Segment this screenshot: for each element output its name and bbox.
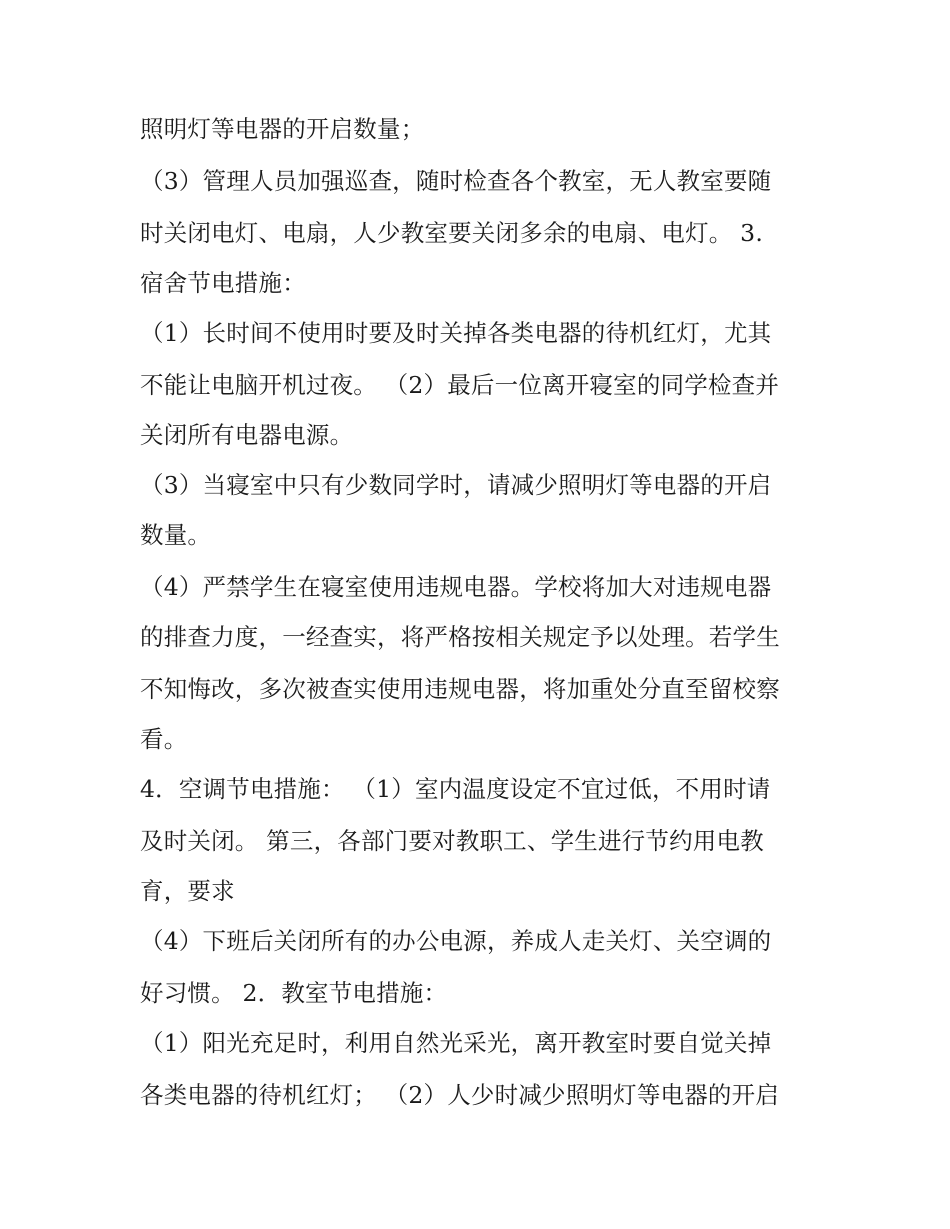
text-line: 宿舍节电措施： [140,269,306,297]
text-line: 育，要求 [140,877,235,905]
text-line: 不知悔改，多次被查实使用违规电器，将加重处分直至留校察 [140,675,780,703]
text-line: 不能让电脑开机过夜。 （2）最后一位离开寝室的同学检查并 [140,371,780,399]
text-line: 照明灯等电器的开启数量； [140,115,425,143]
text-line: 好习惯。 2．教室节电措施： [140,979,448,1007]
text-line: （3）管理人员加强巡查，随时检查各个教室，无人教室要随 [140,167,772,195]
text-line: 看。 [140,725,188,753]
text-line: （4）严禁学生在寝室使用违规电器。学校将加大对违规电器 [140,573,772,601]
text-line: （3）当寝室中只有少数同学时，请减少照明灯等电器的开启 [140,471,772,499]
text-line: 各类电器的待机红灯； （2）人少时减少照明灯等电器的开启 [140,1081,780,1109]
text-line: 关闭所有电器电源。 [140,421,354,449]
text-line: （1）阳光充足时，利用自然光采光，离开教室时要自觉关掉 [140,1029,772,1057]
text-line: 时关闭电灯、电扇，人少教室要关闭多余的电扇、电灯。 3. [140,219,763,247]
text-line: （1）长时间不使用时要及时关掉各类电器的待机红灯，尤其 [140,319,772,347]
text-line: （4）下班后关闭所有的办公电源，养成人走关灯、关空调的 [140,927,772,955]
text-line: 及时关闭。 第三，各部门要对教职工、学生进行节约用电教 [140,827,764,855]
text-line: 4．空调节电措施： （1）室内温度设定不宜过低，不用时请 [140,775,771,803]
text-line: 的排查力度，一经查实，将严格按相关规定予以处理。若学生 [140,623,780,651]
text-line: 数量。 [140,521,212,549]
